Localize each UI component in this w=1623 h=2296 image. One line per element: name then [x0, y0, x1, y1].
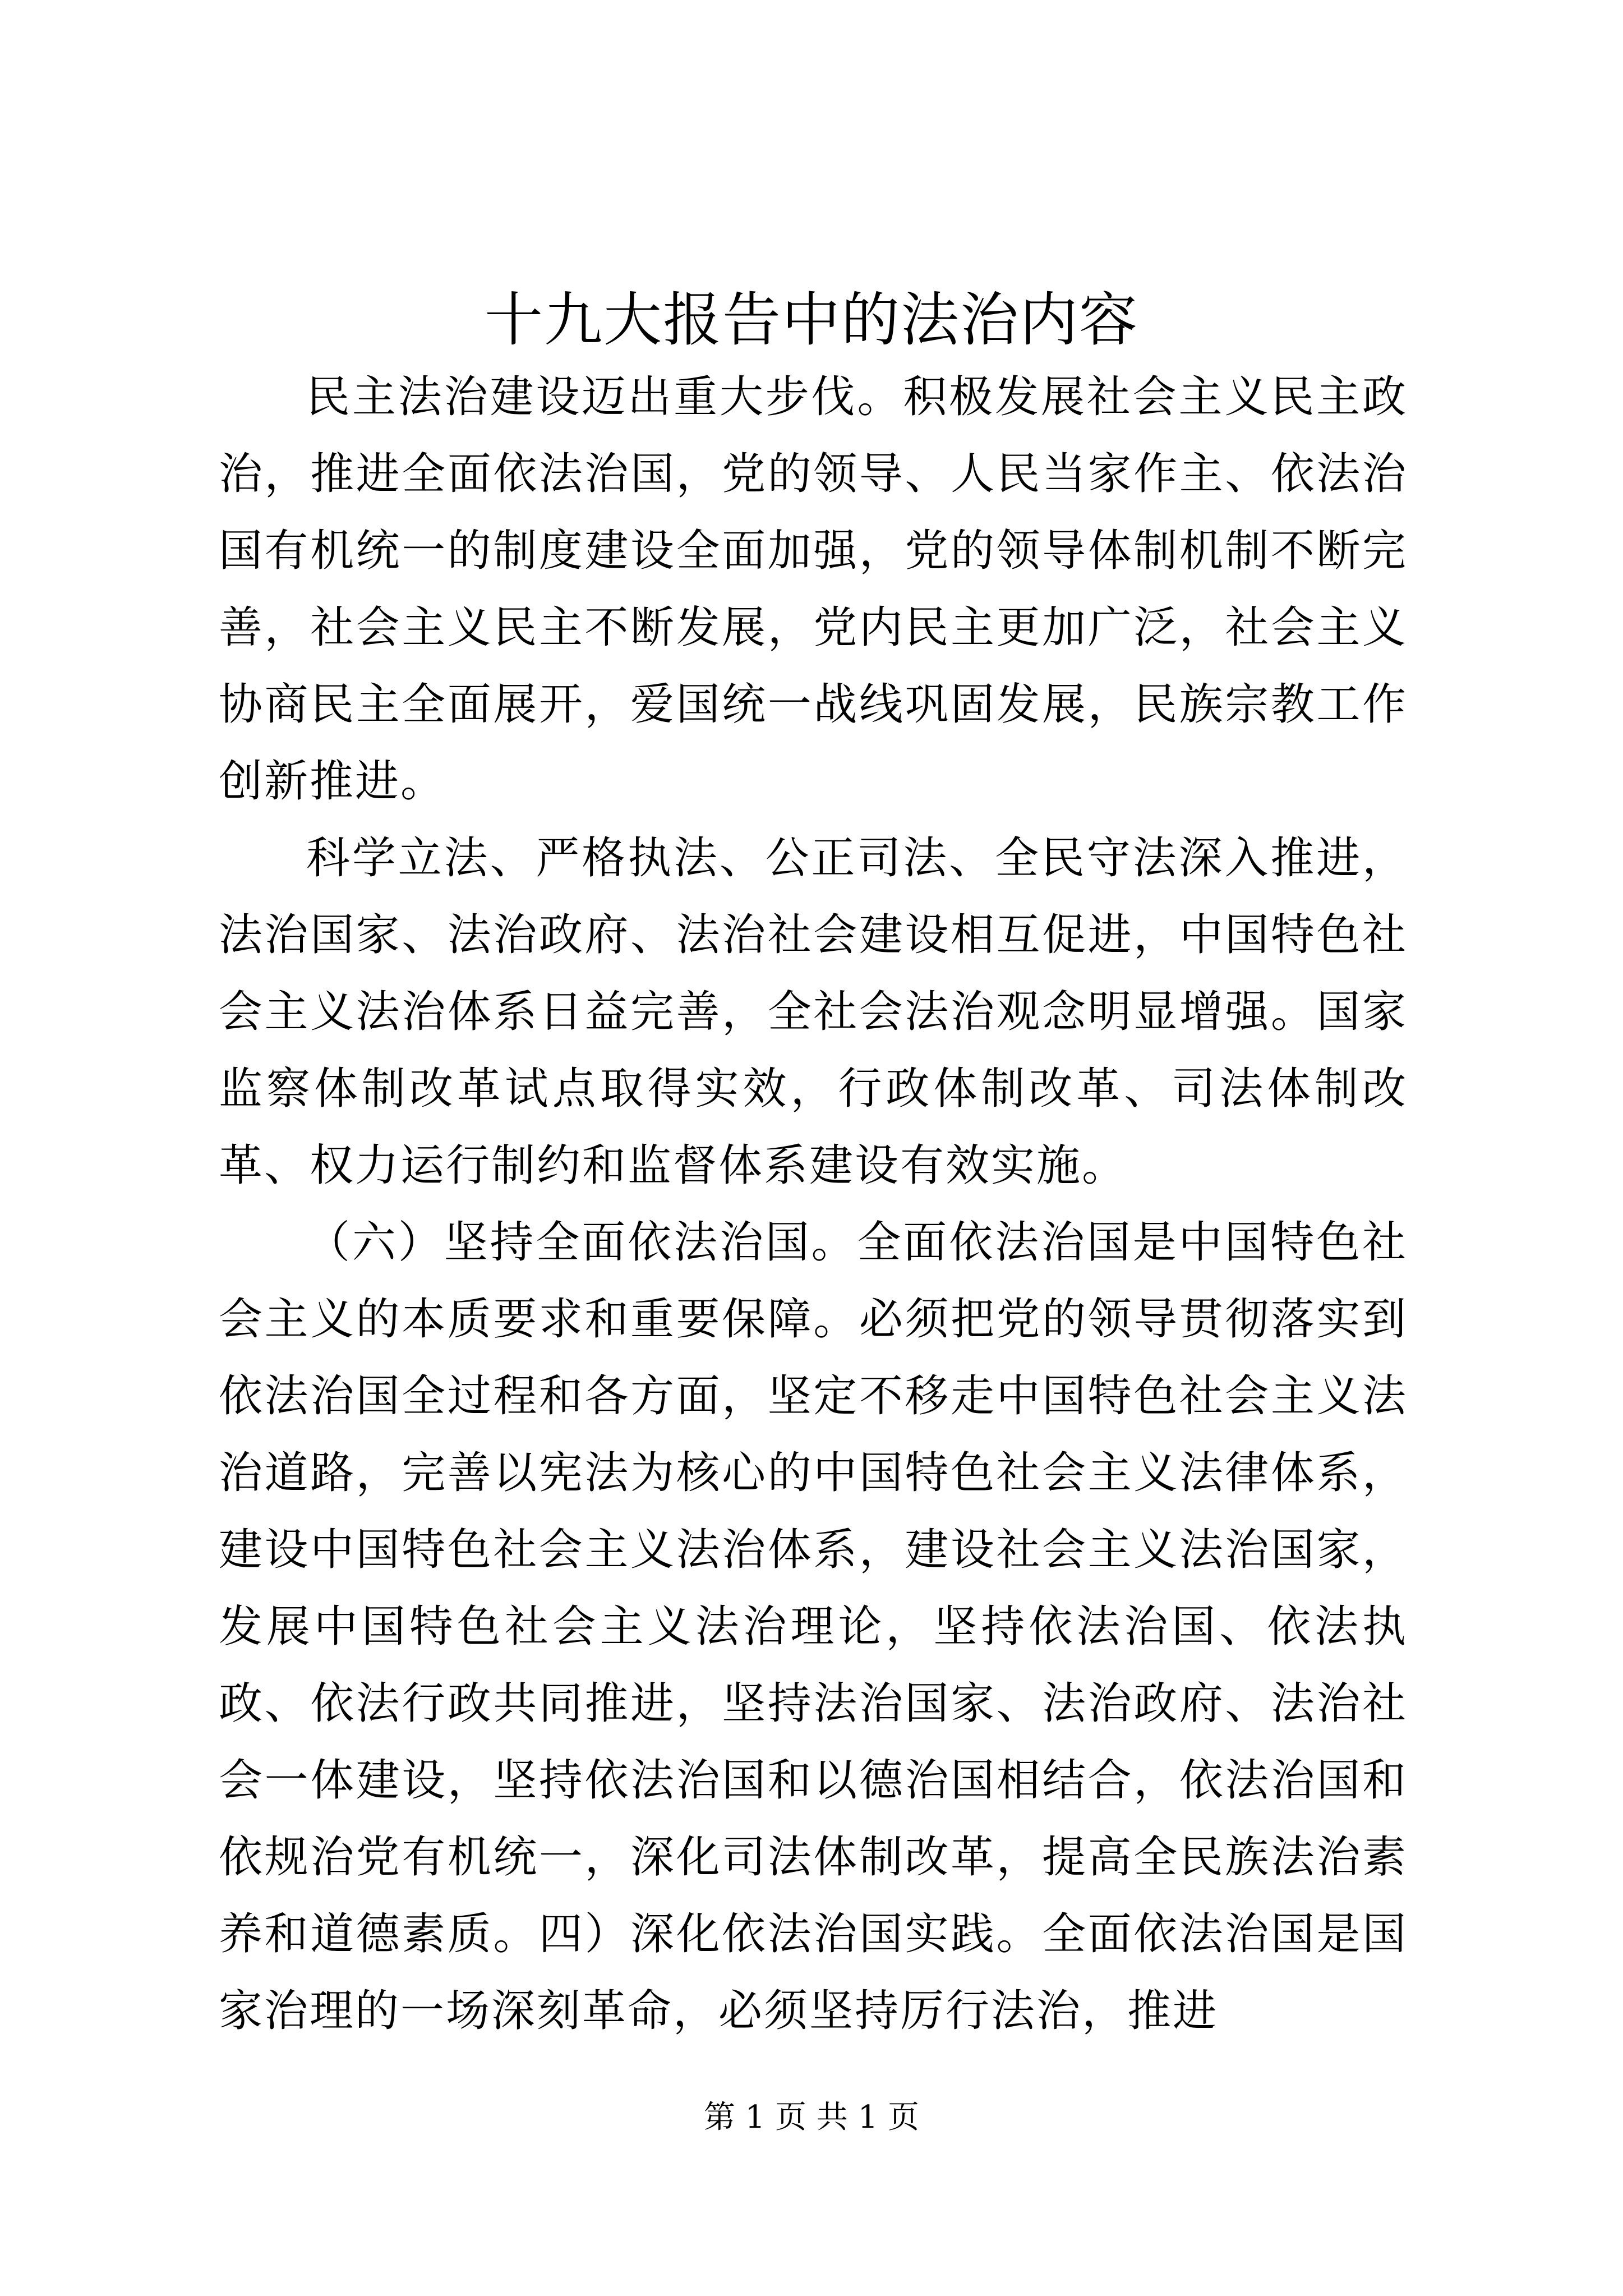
- page-footer: 第 1 页 共 1 页: [703, 2099, 920, 2136]
- document-body: [219, 359, 1408, 2050]
- document-title: 十九大报告中的法治内容: [484, 286, 1138, 354]
- paragraph-2: 科学立法、严格执法、公正司法、全民守法深入推进，法治国家、法治政府、法治社会建设相互促进，中国特色社会主义法治体系日益完善，全社会法治观念明显增强。国家监察体制改革试点取得实效，行政体制改革、司法体制改革、权力运行制约和监督体系建设有效实施。: [219, 833, 1408, 1191]
- paragraph-1: 民主法治建设迈出重大步伐。积极发展社会主义民主政治，推进全面依法治国，党的领导、人民当家作主、依法治国有机统一的制度建设全面加强，党的领导体制机制不断完善，社会主义民主不断发展，党内民主更加广泛，社会主义协商民主全面展开，爱国统一战线巩固发展，民族宗教工作创新推进。: [219, 372, 1408, 807]
- paragraph-3: （六）坚持全面依法治国。全面依法治国是中国特色社会主义的本质要求和重要保障。必须把党的领导贯彻落实到依法治国全过程和各方面，坚定不移走中国特色社会主义法治道路，完善以宪法为核心的中国特色社会主义法律体系，建设中国特色社会主义法治体系，建设社会主义法治国家，发展中国特色社会主义法治理论，坚持依法治国、依法执政、依法行政共同推进，坚持法治国家、法治政府、法治社会一体建设，坚持依法治国和以德治国相结合，依法治国和依规治党有机统一，深化司法体制改革，提高全民族法治素养和道德素质。四）深化依法治国实践。全面依法治国是国家治理的一场深刻革命，必须坚持厉行法治，推进: [219, 1217, 1408, 2036]
